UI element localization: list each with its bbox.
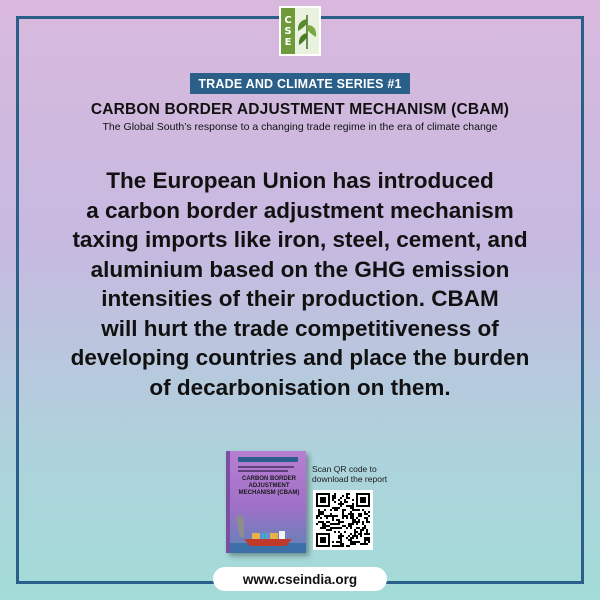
body-line: a carbon border adjustment mechanism <box>86 197 514 223</box>
body-line: will hurt the trade competitiveness of <box>101 315 499 341</box>
qr-code-icon <box>316 493 370 547</box>
website-link[interactable]: www.cseindia.org <box>213 567 387 591</box>
body-line: intensities of their production. CBAM <box>101 286 499 311</box>
qr-caption <box>312 464 402 484</box>
cargo-ship-icon <box>230 513 306 553</box>
body-line: of decarbonisation on them. <box>149 374 451 400</box>
report-cover[interactable] <box>226 451 306 553</box>
cover-text-line <box>238 466 294 468</box>
qr-caption-line: download the report <box>312 474 388 484</box>
qr-caption-line: Scan QR code to <box>312 464 377 474</box>
logo-letter-c: C <box>284 14 292 26</box>
page-subtitle: The Global South’s response to a changing trade regime in the era of climate change <box>102 121 498 133</box>
cover-band <box>238 457 298 462</box>
leaf-icon <box>295 8 319 54</box>
cse-logo <box>279 6 321 56</box>
logo-letter-e: E <box>284 36 292 48</box>
series-badge: TRADE AND CLIMATE SERIES #1 <box>190 73 410 94</box>
body-paragraph <box>40 166 560 402</box>
cover-title-line: CARBON BORDER <box>242 476 296 482</box>
cover-title <box>234 476 304 497</box>
body-line: The European Union has introduced <box>106 168 494 193</box>
cover-title-line: ADJUSTMENT <box>248 483 290 489</box>
logo-letter-s: S <box>284 25 292 37</box>
body-line: taxing imports like iron, steel, cement, and <box>72 227 528 252</box>
logo-letters <box>281 8 295 54</box>
body-line: developing countries and place the burden <box>70 345 530 370</box>
cover-title-line: MECHANISM (CBAM) <box>238 490 300 496</box>
qr-code[interactable] <box>313 490 373 550</box>
cover-text-line <box>238 470 288 472</box>
body-line: aluminium based on the GHG emission <box>90 256 510 282</box>
page-title: CARBON BORDER ADJUSTMENT MECHANISM (CBAM) <box>90 101 510 118</box>
